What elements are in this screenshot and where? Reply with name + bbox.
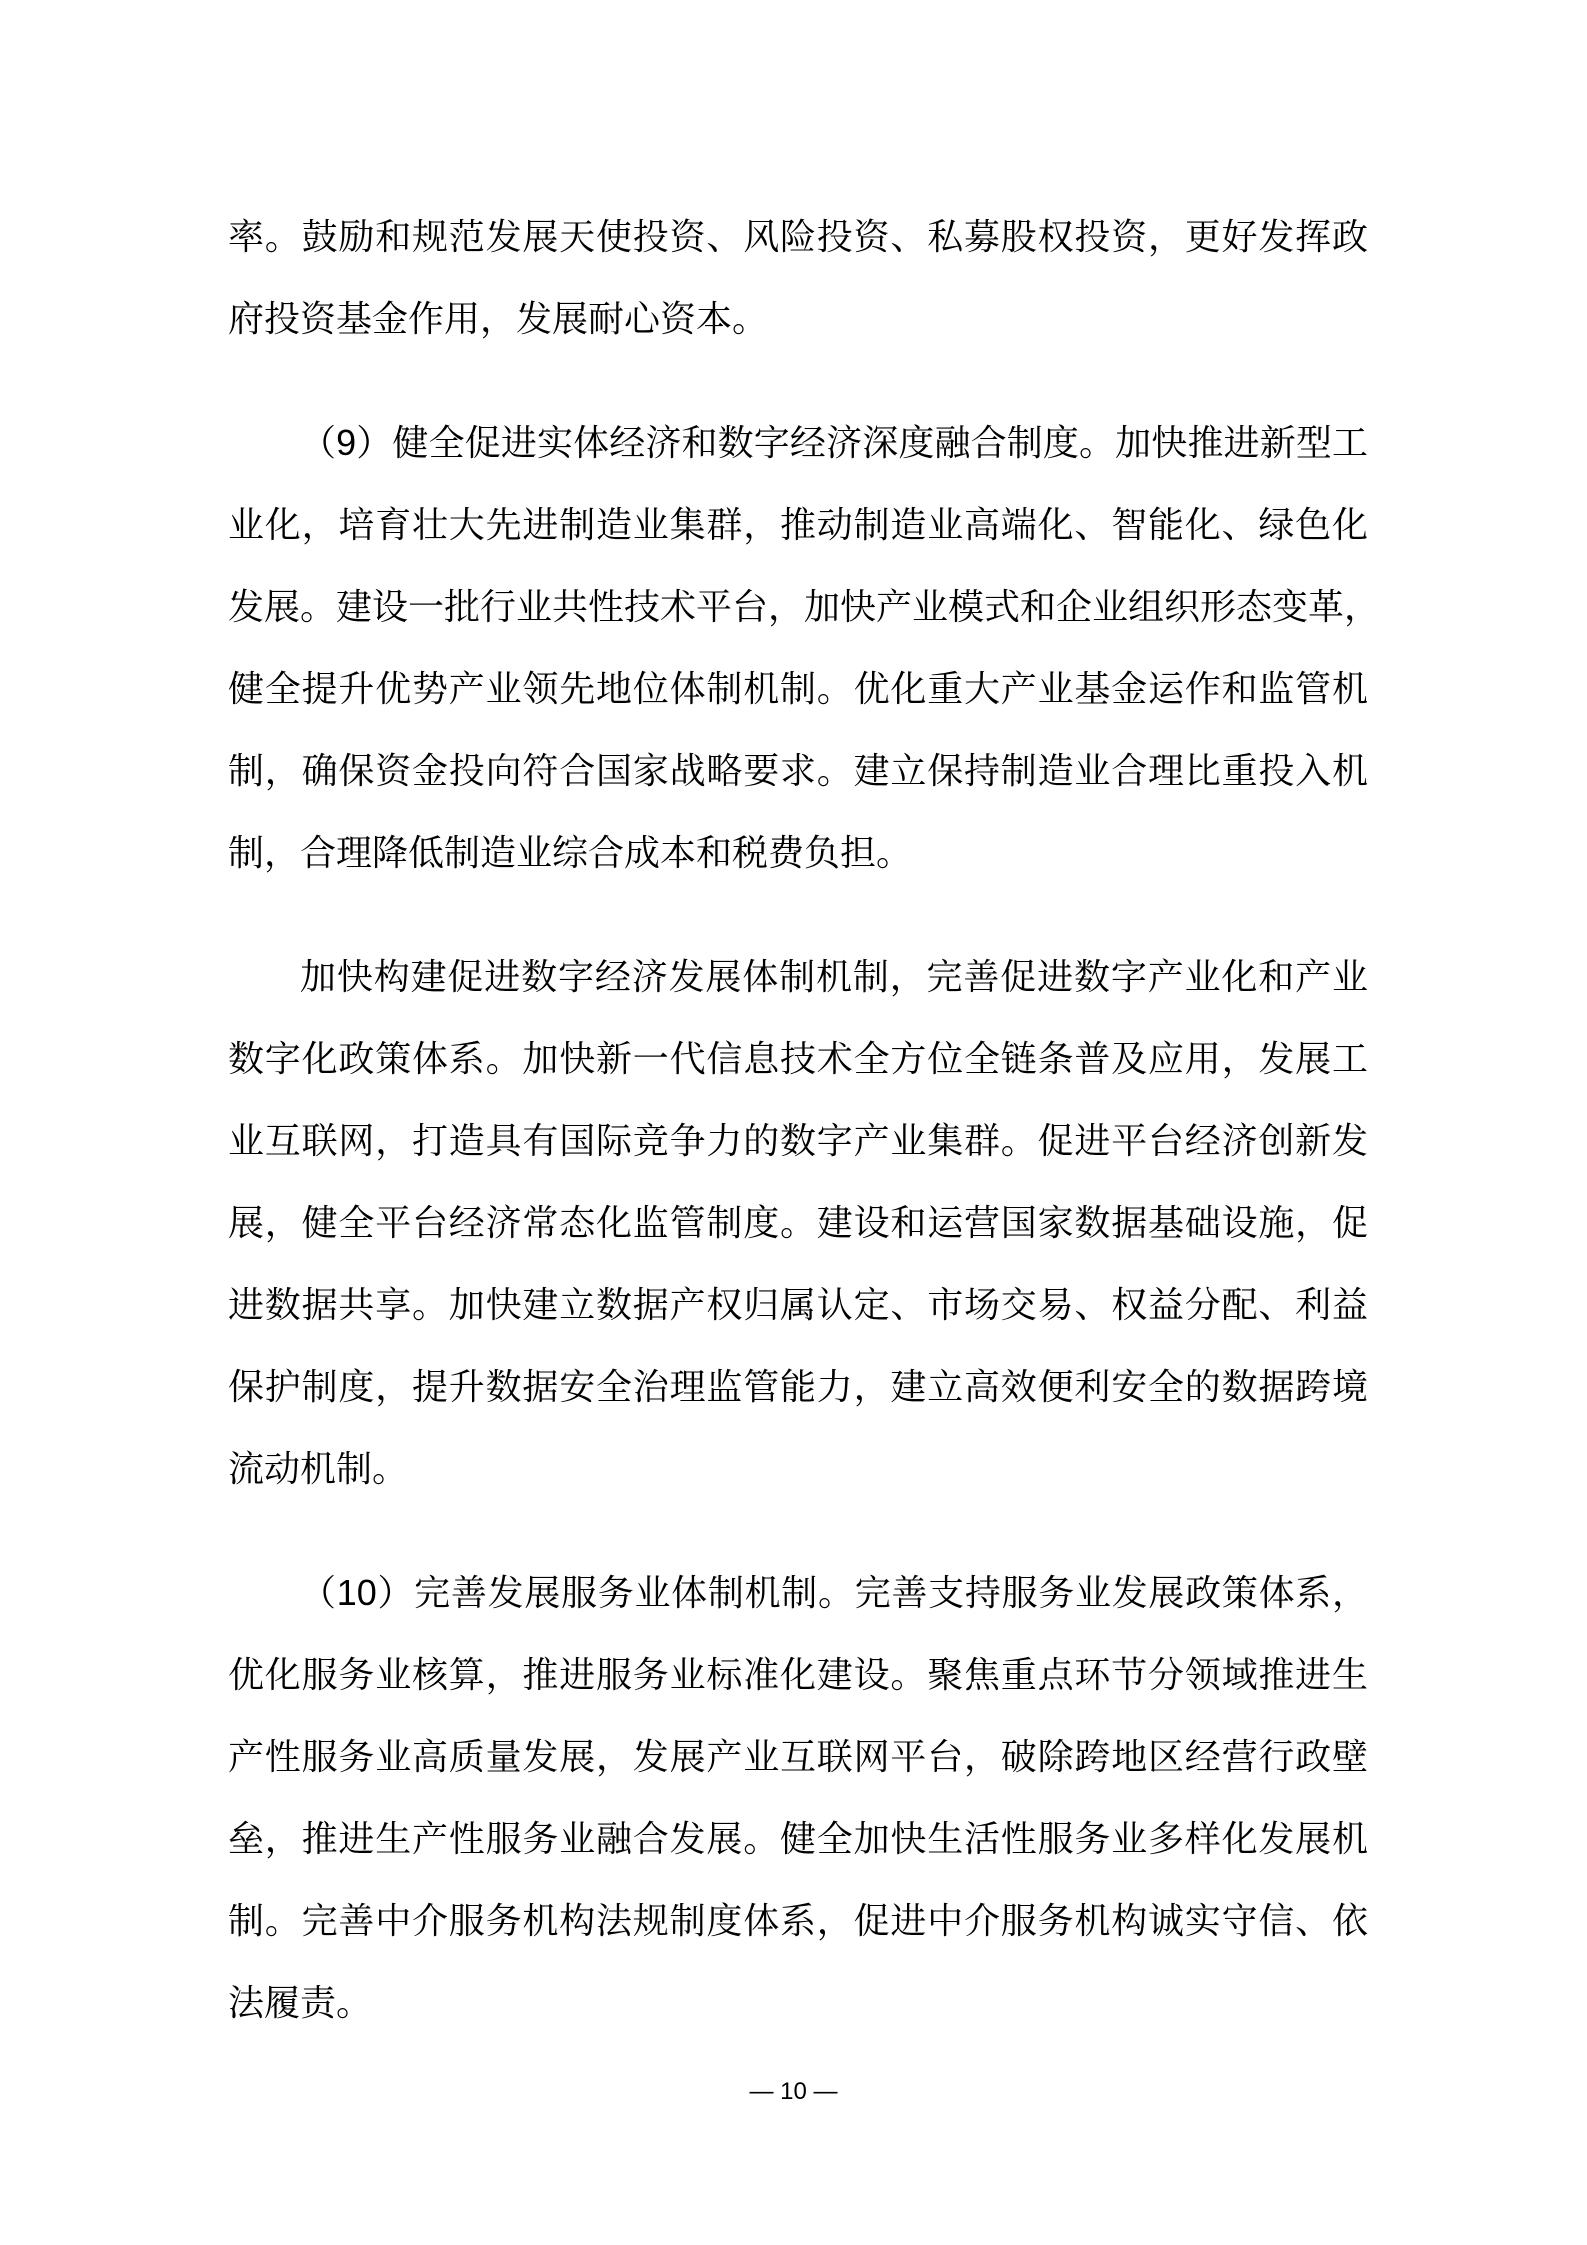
- paragraph-digital-economy: [228, 936, 1368, 1510]
- text-line: 产性服务业高质量发展，发展产业互联网平台，破除跨地区经营行政壁: [228, 1736, 1368, 1777]
- text-line: 率。鼓励和规范发展天使投资、风险投资、私募股权投资，更好发挥政: [228, 216, 1368, 257]
- text-line: 垒，推进生产性服务业融合发展。健全加快生活性服务业多样化发展机: [228, 1818, 1368, 1859]
- text-line: 发展。建设一批行业共性技术平台，加快产业模式和企业组织形态变革，: [228, 586, 1381, 627]
- text-line: 优化服务业核算，推进服务业标准化建设。聚焦重点环节分领域推进生: [228, 1654, 1368, 1695]
- text-line: （10）完善发展服务业体制机制。完善支持服务业发展政策体系，: [300, 1572, 1368, 1613]
- text-line: 进数据共享。加快建立数据产权归属认定、市场交易、权益分配、利益: [228, 1284, 1368, 1325]
- document-body: [228, 196, 1381, 2086]
- paragraph-item-10: [228, 1552, 1368, 2044]
- text-line: 制，确保资金投向符合国家战略要求。建立保持制造业合理比重投入机: [228, 750, 1368, 791]
- text-line: 业互联网，打造具有国际竞争力的数字产业集群。促进平台经济创新发: [228, 1120, 1368, 1161]
- text-line: 法履责。: [228, 1982, 373, 2023]
- text-line: （9）健全促进实体经济和数字经济深度融合制度。加快推进新型工: [300, 422, 1368, 463]
- text-line: 制，合理降低制造业综合成本和税费负担。: [228, 832, 913, 873]
- text-line: 保护制度，提升数据安全治理监管能力，建立高效便利安全的数据跨境: [228, 1366, 1368, 1407]
- text-line: 健全提升优势产业领先地位体制机制。优化重大产业基金运作和监管机: [228, 668, 1368, 709]
- text-line: 流动机制。: [228, 1448, 409, 1489]
- paragraph-continuation: [228, 196, 1368, 360]
- text-line: 制。完善中介服务机构法规制度体系，促进中介服务机构诚实守信、依: [228, 1900, 1368, 1941]
- page-number: — 10 —: [749, 2078, 838, 2105]
- text-line: 府投资基金作用，发展耐心资本。: [228, 298, 769, 339]
- text-line: 数字化政策体系。加快新一代信息技术全方位全链条普及应用，发展工: [228, 1038, 1368, 1079]
- text-line: 展，健全平台经济常态化监管制度。建设和运营国家数据基础设施，促: [228, 1202, 1368, 1243]
- text-line: 加快构建促进数字经济发展体制机制，完善促进数字产业化和产业: [300, 956, 1368, 997]
- paragraph-item-9: [228, 402, 1381, 894]
- page-footer: [0, 2076, 1587, 2108]
- text-line: 业化，培育壮大先进制造业集群，推动制造业高端化、智能化、绿色化: [228, 504, 1368, 545]
